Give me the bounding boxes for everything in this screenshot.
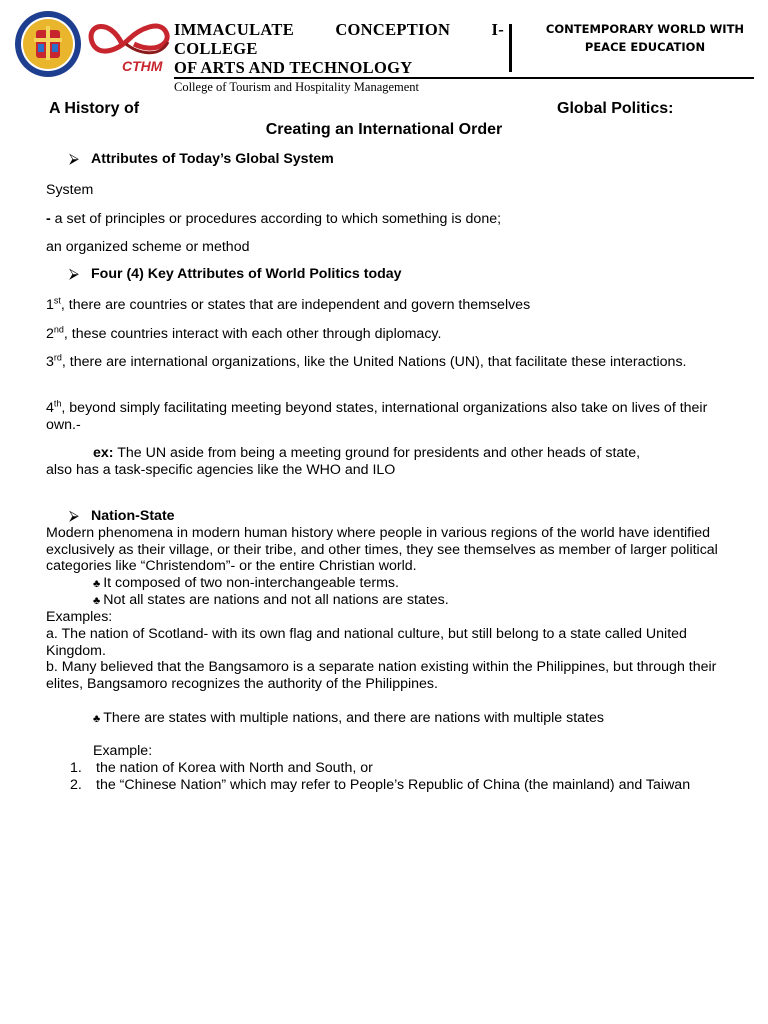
subtitle: Creating an International Order (265, 121, 503, 138)
example-text: The UN aside from being a meeting ground for presidents and other heads of state, (113, 445, 641, 461)
bullet-heading (69, 508, 175, 525)
arrow-bullet-icon: ⮚ (69, 266, 80, 282)
attribute-item: 4th, beyond simply facilitating meeting beyond states, international organizations also take on lives of their own.- (46, 398, 708, 433)
school-name-line: OF ARTS AND TECHNOLOGY (174, 58, 413, 77)
arrow-bullet-icon: ⮚ (69, 151, 80, 167)
college-subtitle: College of Tourism and Hospitality Management (174, 80, 420, 94)
bullet-heading-text: Nation-State (91, 508, 175, 524)
definition-text: a set of principles or procedures according to which something is done; (50, 211, 502, 227)
list-item: 1. the nation of Korea with North and South, or (70, 760, 373, 776)
example-item: b. Many believed that the Bangsamoro is a separate nation existing within the Philippines, but through their elites, Bangsamoro recognizes the authority of the Philippines. (46, 659, 717, 692)
cthm-logo (82, 14, 174, 76)
title-right: Global Politics: (557, 100, 674, 117)
school-name (174, 20, 504, 77)
school-name-word: IMMACULATE (174, 20, 295, 39)
arrow-bullet-icon: ⮚ (69, 508, 80, 524)
term-system: System (46, 182, 94, 198)
example-item: a. The nation of Scotland- with its own flag and national culture, but still belong to a state called United Kingdom. (46, 626, 687, 659)
bullet-heading (69, 266, 402, 283)
school-name-line: COLLEGE (174, 39, 258, 58)
example-label: ex: (93, 445, 114, 461)
club-bullet-item: ♣ It composed of two non-interchangeable terms. (93, 575, 399, 591)
document-header (0, 0, 768, 100)
definition (46, 211, 726, 228)
example-paragraph (46, 445, 726, 479)
course-title-line: PEACE EDUCATION (584, 40, 706, 54)
bullet-heading-text: Four (4) Key Attributes of World Politics today (91, 266, 402, 282)
example-text: also has a task-specific agencies like the WHO and ILO (46, 462, 396, 478)
bullet-heading-text: Attributes of Today’s Global System (91, 151, 334, 167)
bullet-heading (69, 151, 334, 168)
attribute-item: 2nd, these countries interact with each other through diplomacy. (46, 324, 442, 342)
course-title-line: CONTEMPORARY WORLD WITH (545, 22, 745, 36)
header-divider (509, 24, 512, 72)
club-bullet-icon: ♣ (93, 595, 101, 607)
cthm-logo-text: CTHM (122, 58, 163, 74)
club-bullet-item: ♣ There are states with multiple nations, and there are nations with multiple states (93, 710, 604, 726)
example-label: Example: (93, 743, 153, 759)
attribute-item: 3rd, there are international organizations, like the United Nations (UN), that facilitate these interactions. (46, 352, 687, 370)
attribute-item: 1st, there are countries or states that are independent and govern themselves (46, 295, 531, 313)
school-name-word: I- (491, 20, 504, 39)
club-bullet-icon: ♣ (93, 713, 101, 725)
examples-label: Examples: (46, 609, 113, 625)
list-item: 2. the “Chinese Nation” which may refer to People’s Republic of China (the mainland) and Taiwan (70, 777, 691, 793)
course-title (540, 20, 750, 56)
club-bullet-icon: ♣ (93, 578, 101, 590)
school-seal-logo (14, 10, 82, 78)
club-bullet-item: ♣ Not all states are nations and not all nations are states. (93, 592, 449, 608)
header-rule (174, 77, 754, 79)
title-left: A History of (49, 100, 140, 117)
definition-dash: - (46, 211, 51, 227)
definition-line: an organized scheme or method (46, 239, 250, 255)
school-name-word: CONCEPTION (335, 20, 451, 39)
nation-state-paragraph: Modern phenomena in modern human history where people in various regions of the world have identified exclusively as their village, or their tribe, and other times, they see themselves as member of larger political categories like “Christendom”- or the entire Christian world. (46, 525, 718, 574)
